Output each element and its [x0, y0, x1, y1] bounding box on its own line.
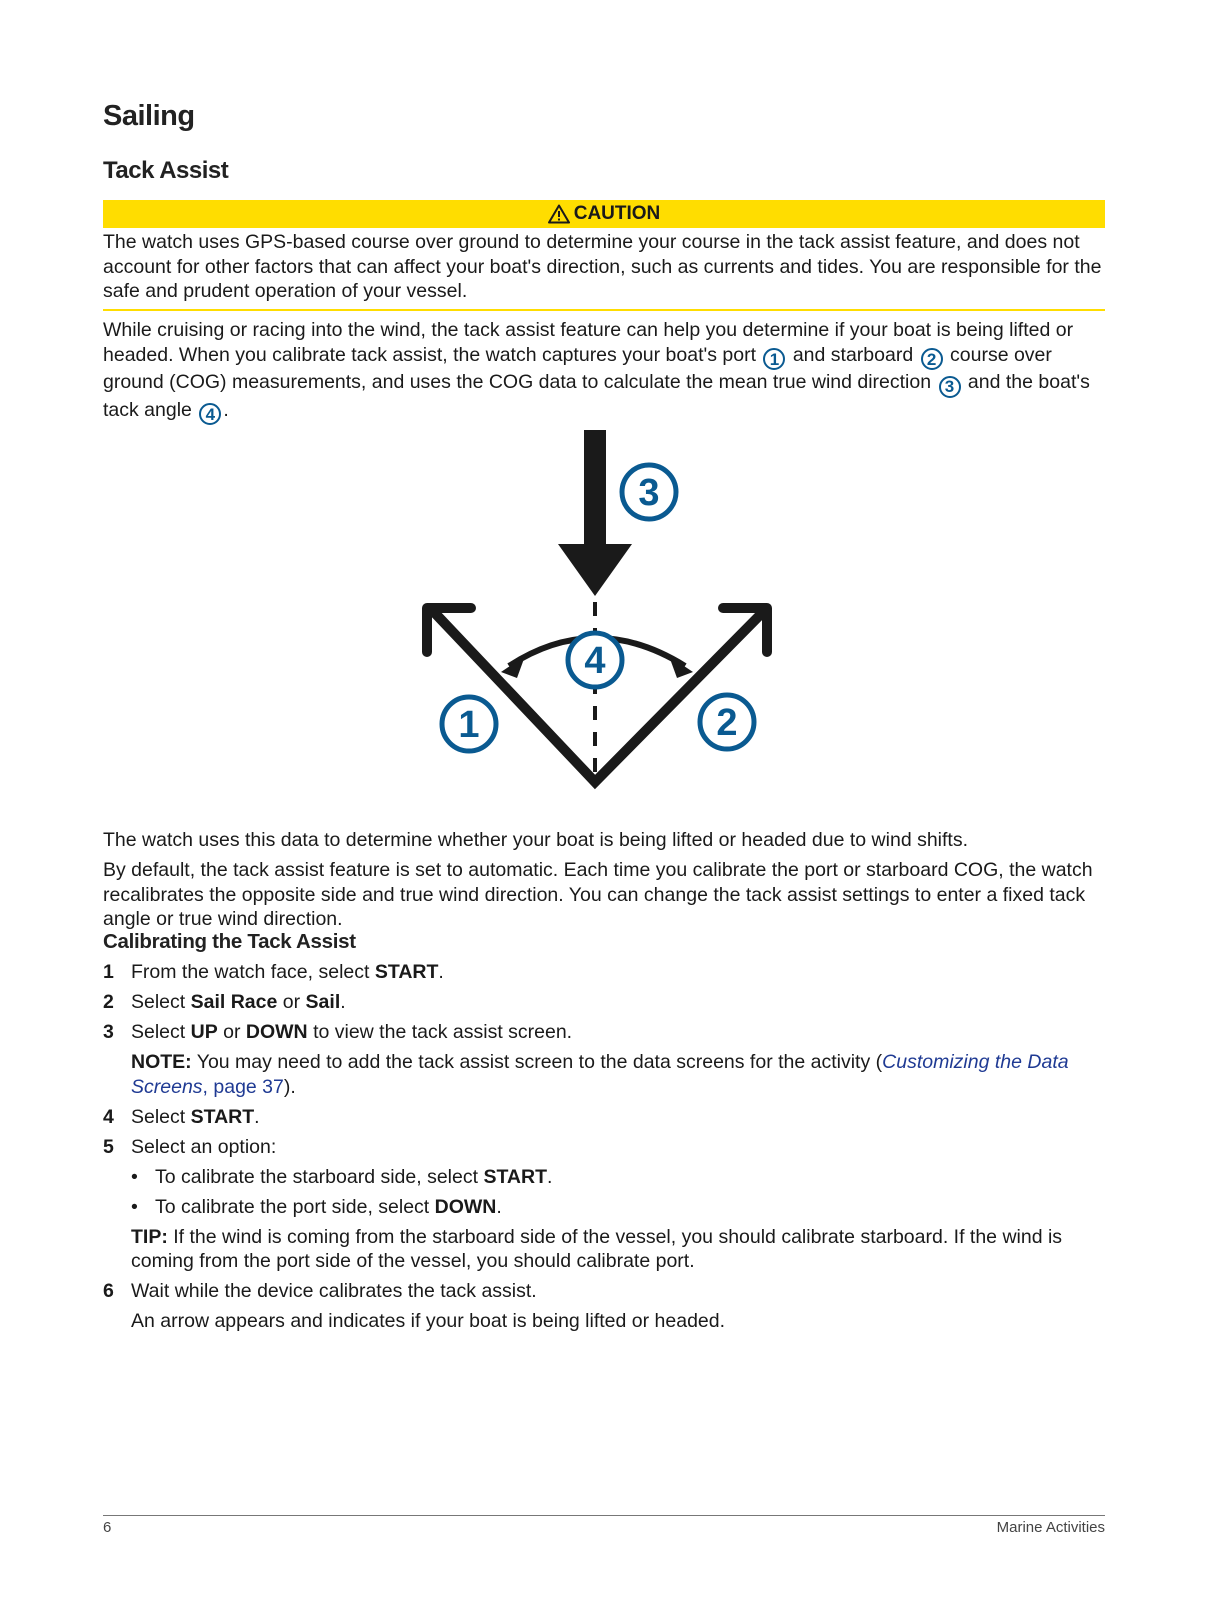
wind-direction-arrow [558, 430, 632, 596]
intro-text-5: . [223, 398, 229, 421]
callout-3-icon: 3 [939, 376, 961, 398]
diagram-callout-4 [568, 633, 622, 687]
caution-text: The watch uses GPS-based course over ground to determine your course in the tack assist feature, and does not account for other factors that can affect your boat's direction, such as currents and tides. You are responsible for the safe and prudent operation of your vessel. [103, 228, 1105, 311]
svg-text:1: 1 [458, 704, 480, 746]
page-title: Sailing [103, 100, 195, 132]
intro-text-2: and starboard [787, 343, 919, 366]
step-4: 4 Select START. [103, 1105, 260, 1128]
caution-box [103, 200, 1105, 311]
diagram-callout-2 [700, 695, 754, 749]
step-3: 3 Select UP or DOWN to view the tack assist screen. [103, 1021, 573, 1043]
default-settings-paragraph: By default, the tack assist feature is set to automatic. Each time you calibrate the port or starboard COG, the watch recalibrates the opposite side and true wind direction. You can change the tack assist settings to enter a fixed tack angle or true wind direction. [103, 859, 1093, 930]
customizing-data-screens-link[interactable]: Customizing the Data Screens, page 37 [131, 1051, 1069, 1098]
manual-page [103, 0, 1105, 1600]
chapter-name: Marine Activities [996, 1519, 1105, 1536]
step-2: 2 Select Sail Race or Sail. [103, 991, 346, 1013]
step-5-tip: TIP: If the wind is coming from the starboard side of the vessel, you should calibrate starboard. If the wind is coming from the port side of the vessel, you should calibrate port. [131, 1225, 1063, 1272]
callout-4-icon: 4 [199, 403, 221, 425]
diagram-callout-1 [442, 697, 496, 751]
arc-arrow-right [669, 656, 693, 678]
svg-text:2: 2 [716, 702, 738, 744]
option-port: • To calibrate the port side, select DOWN. [131, 1195, 502, 1218]
page-footer [103, 1515, 1105, 1536]
caution-header [103, 200, 1105, 228]
intro-paragraph [103, 318, 1105, 425]
calibration-steps [103, 960, 1105, 1339]
svg-text:4: 4 [584, 640, 606, 682]
step-6: 6 Wait while the device calibrates the tack assist. [103, 1280, 537, 1302]
callout-2-icon: 2 [921, 348, 943, 370]
diagram-callout-3 [622, 465, 676, 519]
tack-assist-diagram [413, 430, 793, 810]
subsection-heading: Calibrating the Tack Assist [103, 930, 356, 953]
lifted-headed-paragraph: The watch uses this data to determine whether your boat is being lifted or headed due to wind shifts. [103, 829, 969, 851]
step-5: 5 Select an option: [103, 1135, 277, 1158]
intro-text-1: While cruising or racing into the wind, the tack assist feature can help you determine if your boat is being lifted or headed. When you calibrate tack assist, the watch captures your boat's port [103, 319, 1074, 366]
step-6-result: An arrow appears and indicates if your boat is being lifted or headed. [131, 1310, 726, 1332]
bullet-icon: • [131, 1165, 138, 1188]
bullet-icon: • [131, 1195, 138, 1218]
option-starboard: • To calibrate the starboard side, select START. [131, 1165, 553, 1188]
step-1: 1 From the watch face, select START. [103, 961, 444, 983]
caution-label: CAUTION [573, 203, 661, 224]
svg-text:3: 3 [638, 472, 660, 514]
step-3-note: NOTE: You may need to add the tack assist screen to the data screens for the activity (Customizing the Data Screens, page 37). [131, 1051, 1069, 1098]
arc-arrow-left [501, 656, 525, 678]
warning-triangle-icon [548, 204, 570, 224]
section-heading: Tack Assist [103, 157, 229, 184]
page-number: 6 [103, 1519, 112, 1536]
callout-1-icon: 1 [763, 348, 785, 370]
intro-text-4: and the boat's tack angle [103, 371, 1090, 421]
intro-text-3: course over ground (COG) measurements, and uses the COG data to calculate the mean true wind direction [103, 343, 1052, 393]
